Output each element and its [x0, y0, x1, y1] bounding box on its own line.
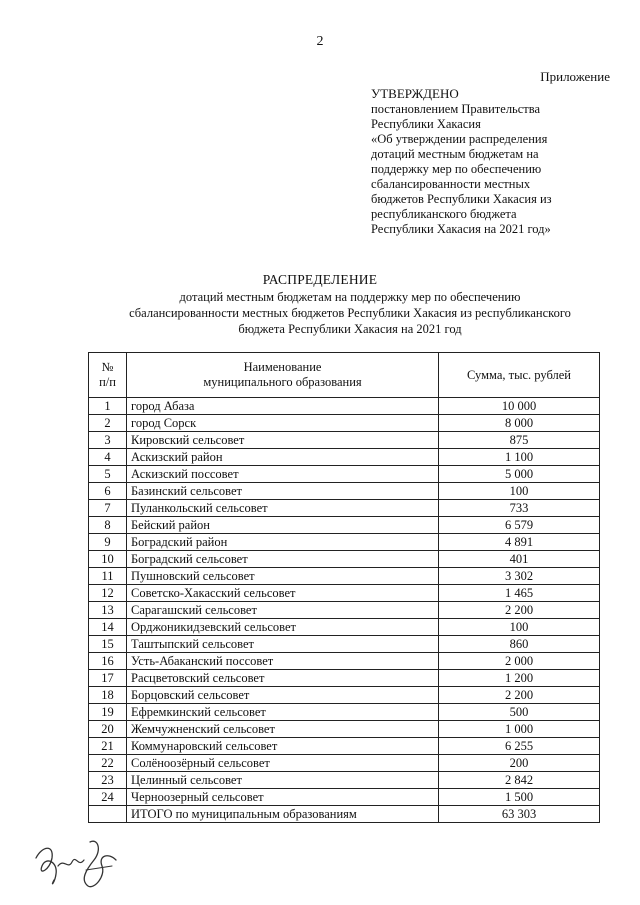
- distribution-table: [88, 352, 600, 823]
- row-name: Кировский сельсовет: [127, 432, 439, 449]
- table-row: [89, 585, 600, 602]
- total-sum: 63 303: [439, 806, 600, 823]
- row-name: город Абаза: [127, 398, 439, 415]
- approval-line: сбалансированности местных: [371, 177, 531, 191]
- row-name: Орджоникидзевский сельсовет: [127, 619, 439, 636]
- row-name: Целинный сельсовет: [127, 772, 439, 789]
- row-sum: 5 000: [439, 466, 600, 483]
- subtitle-line: сбалансированности местных бюджетов Республики Хакасия из республиканского: [129, 306, 571, 320]
- row-number: 13: [89, 602, 127, 619]
- document-subtitle: [60, 289, 640, 337]
- subtitle-line: дотаций местным бюджетам на поддержку мер по обеспечению: [179, 290, 521, 304]
- table-row: [89, 687, 600, 704]
- approval-heading: УТВЕРЖДЕНО: [371, 86, 459, 101]
- row-number: 10: [89, 551, 127, 568]
- row-number: 17: [89, 670, 127, 687]
- approval-line: постановлением Правительства: [371, 102, 541, 116]
- appendix-label: Приложение: [540, 69, 610, 84]
- table-row: [89, 636, 600, 653]
- table-row: [89, 755, 600, 772]
- table-body: [89, 398, 600, 823]
- row-number: 5: [89, 466, 127, 483]
- row-sum: 733: [439, 500, 600, 517]
- row-sum: 401: [439, 551, 600, 568]
- row-sum: 1 500: [439, 789, 600, 806]
- row-name: Расцветовский сельсовет: [127, 670, 439, 687]
- row-name: Ефремкинский сельсовет: [127, 704, 439, 721]
- table-row: [89, 704, 600, 721]
- row-name: Пушновский сельсовет: [127, 568, 439, 585]
- table-row: [89, 602, 600, 619]
- row-name: Бейский район: [127, 517, 439, 534]
- row-number: 3: [89, 432, 127, 449]
- row-sum: 8 000: [439, 415, 600, 432]
- row-name: Пуланкольский сельсовет: [127, 500, 439, 517]
- row-sum: 1 000: [439, 721, 600, 738]
- document-title: РАСПРЕДЕЛЕНИЕ: [262, 272, 378, 287]
- table-row: [89, 619, 600, 636]
- table-row: [89, 551, 600, 568]
- approval-line: «Об утверждении распределения: [371, 132, 548, 146]
- total-label: ИТОГО по муниципальным образованиям: [127, 806, 439, 823]
- row-number: 14: [89, 619, 127, 636]
- table-row: [89, 789, 600, 806]
- table-row: [89, 772, 600, 789]
- table-row: [89, 483, 600, 500]
- row-sum: 3 302: [439, 568, 600, 585]
- row-name: Таштыпский сельсовет: [127, 636, 439, 653]
- subtitle-line: бюджета Республики Хакасия на 2021 год: [238, 322, 462, 336]
- row-name: Базинский сельсовет: [127, 483, 439, 500]
- row-number: 16: [89, 653, 127, 670]
- row-name: город Сорск: [127, 415, 439, 432]
- row-sum: 2 000: [439, 653, 600, 670]
- row-name: Коммунаровский сельсовет: [127, 738, 439, 755]
- approval-line: бюджетов Республики Хакасия из: [371, 192, 552, 206]
- approval-line: Республики Хакасия на 2021 год»: [371, 222, 551, 236]
- row-number: 8: [89, 517, 127, 534]
- row-name: Боградский сельсовет: [127, 551, 439, 568]
- row-number: 4: [89, 449, 127, 466]
- table-row: [89, 670, 600, 687]
- row-name: Советско-Хакасский сельсовет: [127, 585, 439, 602]
- row-name: Усть-Абаканский поссовет: [127, 653, 439, 670]
- row-number: 19: [89, 704, 127, 721]
- header-name-line: муниципального образования: [203, 375, 362, 389]
- total-row: [89, 806, 600, 823]
- row-number: 6: [89, 483, 127, 500]
- header-number-line: №: [101, 360, 114, 374]
- approval-line: поддержку мер по обеспечению: [371, 162, 542, 176]
- approval-line: Республики Хакасия: [371, 117, 481, 131]
- signature-image: [28, 836, 138, 896]
- row-name: Боградский район: [127, 534, 439, 551]
- table-header-row: [89, 353, 600, 398]
- header-number: [89, 353, 127, 398]
- table-row: [89, 653, 600, 670]
- row-number: 22: [89, 755, 127, 772]
- row-name: Аскизский поссовет: [127, 466, 439, 483]
- header-name-line: Наименование: [243, 360, 322, 374]
- header-number-line: п/п: [99, 375, 116, 389]
- row-sum: 1 465: [439, 585, 600, 602]
- row-sum: 875: [439, 432, 600, 449]
- table-row: [89, 466, 600, 483]
- row-sum: 2 200: [439, 602, 600, 619]
- row-sum: 4 891: [439, 534, 600, 551]
- table-row: [89, 568, 600, 585]
- row-number: 24: [89, 789, 127, 806]
- row-sum: 200: [439, 755, 600, 772]
- table-row: [89, 534, 600, 551]
- page-number: 2: [316, 34, 324, 49]
- row-name: Борцовский сельсовет: [127, 687, 439, 704]
- table-row: [89, 500, 600, 517]
- row-name: Солёноозёрный сельсовет: [127, 755, 439, 772]
- row-sum: 2 842: [439, 772, 600, 789]
- approval-line: республиканского бюджета: [371, 207, 517, 221]
- row-number: 11: [89, 568, 127, 585]
- row-number: 23: [89, 772, 127, 789]
- row-sum: 10 000: [439, 398, 600, 415]
- row-number: 15: [89, 636, 127, 653]
- row-sum: 6 579: [439, 517, 600, 534]
- table-row: [89, 415, 600, 432]
- table-row: [89, 432, 600, 449]
- table-row: [89, 721, 600, 738]
- table-row: [89, 517, 600, 534]
- row-sum: 1 100: [439, 449, 600, 466]
- table-row: [89, 398, 600, 415]
- row-name: Жемчужненский сельсовет: [127, 721, 439, 738]
- table-row: [89, 449, 600, 466]
- row-name: Аскизский район: [127, 449, 439, 466]
- approval-line: дотаций местным бюджетам на: [371, 147, 539, 161]
- header-sum: Сумма, тыс. рублей: [439, 353, 600, 398]
- row-number: 2: [89, 415, 127, 432]
- row-name: Черноозерный сельсовет: [127, 789, 439, 806]
- row-sum: 500: [439, 704, 600, 721]
- row-sum: 860: [439, 636, 600, 653]
- row-sum: 6 255: [439, 738, 600, 755]
- row-sum: 100: [439, 483, 600, 500]
- row-sum: 100: [439, 619, 600, 636]
- row-number: 18: [89, 687, 127, 704]
- row-number: 20: [89, 721, 127, 738]
- row-sum: 1 200: [439, 670, 600, 687]
- row-number: 21: [89, 738, 127, 755]
- row-number: 12: [89, 585, 127, 602]
- row-number: 7: [89, 500, 127, 517]
- row-sum: 2 200: [439, 687, 600, 704]
- total-number: [89, 806, 127, 823]
- row-name: Сарагашский сельсовет: [127, 602, 439, 619]
- table-row: [89, 738, 600, 755]
- row-number: 9: [89, 534, 127, 551]
- row-number: 1: [89, 398, 127, 415]
- approval-block: [371, 86, 616, 237]
- header-name: [127, 353, 439, 398]
